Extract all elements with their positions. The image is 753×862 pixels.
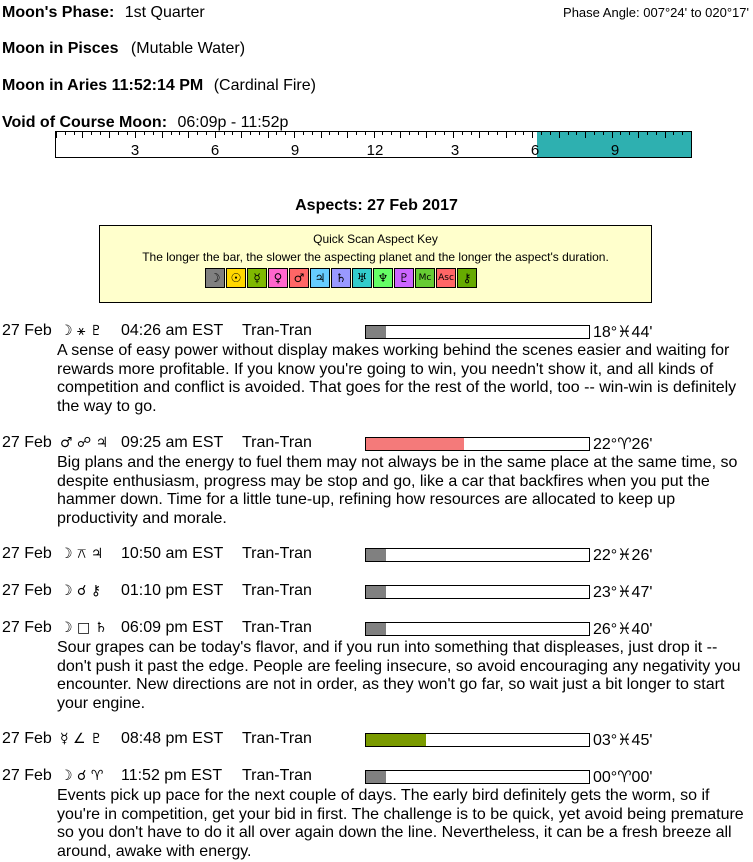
timeline-tick (65, 132, 66, 135)
timeline-tick (285, 132, 286, 135)
timeline-tick (118, 132, 119, 135)
timeline-tick (515, 132, 516, 135)
timeline-tick (620, 132, 621, 135)
aspect-duration-bar (365, 733, 590, 747)
planet-glyph-icon: ♄ (331, 268, 351, 288)
aspect-description: A sense of easy power without display makes working behind the scenes easier and waiting for rewards more profitable. If you know you're going to win, you needn't show it, and all kinds of competition and conflict is avoided. That goes for the rest of the world, too -- win-win is definitely the way to go. (57, 342, 737, 415)
planet-glyph-icon: ♇ (394, 268, 414, 288)
timeline-tick (409, 132, 410, 135)
aspect-description: Big plans and the energy to fuel them may not always be in the same place at the same time, so despite enthusiasm, progress may be stop and go, like a car that backfires when you put the hammer down. Time for a little tune-up, refining how resources are allocated to keep up productivity and morale. (57, 454, 738, 527)
timeline-tick (374, 132, 375, 138)
aspect-type: Tran-Tran (242, 582, 312, 599)
timeline-tick (188, 132, 189, 138)
aspect-type: Tran-Tran (242, 434, 312, 451)
aspect-duration-fill (366, 771, 386, 783)
timeline-tick (356, 132, 357, 135)
timeline-tick (603, 132, 604, 135)
moon-ingress-label: Moon in Aries 11:52:14 PM (2, 77, 204, 94)
timeline-tick (479, 132, 480, 138)
void-of-course (2, 114, 288, 132)
planet-glyph-icon: ♅ (352, 268, 372, 288)
timeline-tick (224, 132, 225, 135)
aspect-glyphs: ☽ □ ♄ (60, 620, 108, 636)
timeline-tick (276, 132, 277, 135)
aspect-glyphs: ☽ ⚹ ♇ (60, 323, 103, 339)
timeline-tick (673, 132, 674, 135)
moon-sign (2, 40, 245, 58)
aspect-time: 08:48 pm EST (121, 730, 224, 747)
aspect-duration-bar (365, 585, 590, 599)
timeline-tick (453, 132, 454, 138)
aspect-time: 10:50 am EST (121, 545, 224, 562)
moon-ingress-value: (Cardinal Fire) (213, 77, 316, 94)
timeline-tick (109, 132, 110, 138)
timeline-tick (523, 132, 524, 135)
phase-value: 1st Quarter (124, 4, 205, 21)
timeline-tick (197, 132, 198, 135)
timeline-tick (206, 132, 207, 135)
planet-glyph-icon: ☽ (205, 268, 225, 288)
moon-sign-label: Moon in Pisces (2, 40, 119, 57)
aspect-duration-bar (365, 325, 590, 339)
timeline-tick (215, 132, 216, 138)
timeline-label: 6 (530, 142, 540, 159)
timeline-tick (329, 132, 330, 135)
planet-glyph-icon: ⚷ (457, 268, 477, 288)
timeline-tick (268, 132, 269, 138)
timeline-tick (462, 132, 463, 135)
timeline-tick (303, 132, 304, 135)
aspect-degree: 22°♓26' (593, 547, 653, 564)
aspect-degree: 00°♈00' (593, 769, 653, 786)
planet-glyph-icon: ♂ (289, 268, 309, 288)
timeline-tick (550, 132, 551, 135)
aspect-duration-fill (366, 326, 386, 338)
aspect-type: Tran-Tran (242, 767, 312, 784)
aspect-duration-bar (365, 770, 590, 784)
aspect-type: Tran-Tran (242, 545, 312, 562)
timeline-tick (426, 132, 427, 138)
planet-glyph-icon: Asc (436, 268, 456, 288)
aspect-description: Sour grapes can be today's flavor, and if you run into something that displeases, just drop it -- don't push it past the edge. People are feeling insecure, so avoid encouraging any negativity you encounter. New directions are not in order, as they won't go far, so wait just a bit longer to start your engine. (57, 639, 741, 712)
aspect-duration-fill (366, 734, 426, 746)
aspect-degree: 03°♓45' (593, 732, 653, 749)
timeline-tick (497, 132, 498, 135)
timeline-tick (638, 132, 639, 138)
timeline-tick (162, 132, 163, 138)
timeline-tick (682, 132, 683, 135)
phase-label: Moon's Phase: (2, 4, 115, 21)
timeline-tick (127, 132, 128, 135)
timeline-tick (312, 132, 313, 135)
timeline-tick (232, 132, 233, 135)
timeline-tick (338, 132, 339, 135)
planet-glyph-icon: ♀ (268, 268, 288, 288)
aspect-type: Tran-Tran (242, 322, 312, 339)
timeline-tick (82, 132, 83, 138)
timeline-label: 12 (366, 142, 384, 159)
timeline-tick (250, 132, 251, 135)
timeline-tick (391, 132, 392, 135)
aspect-key-subtitle: The longer the bar, the slower the aspecting planet and the longer the aspect's duration. (142, 250, 609, 264)
aspect-time: 01:10 pm EST (121, 582, 224, 599)
timeline-tick (382, 132, 383, 135)
timeline-tick (144, 132, 145, 135)
aspect-duration-bar (365, 437, 590, 451)
timeline-tick (259, 132, 260, 135)
timeline-tick (135, 132, 136, 138)
timeline-tick (532, 132, 533, 138)
aspect-date: 27 Feb (2, 619, 52, 636)
timeline-tick (294, 132, 295, 138)
aspect-glyphs: ☽ ☌ ⚷ (60, 583, 102, 599)
aspect-time: 11:52 pm EST (121, 767, 223, 784)
planet-glyph-icon: ☉ (226, 268, 246, 288)
void-timeline (55, 131, 692, 158)
void-value: 06:09p - 11:52p (177, 114, 289, 131)
moon-ingress (2, 77, 316, 95)
aspect-date: 27 Feb (2, 545, 52, 562)
timeline-tick (74, 132, 75, 135)
aspects-title: Aspects: 27 Feb 2017 (295, 197, 458, 214)
phase-angle: Phase Angle: 007°24' to 020°17' (563, 5, 749, 20)
aspect-degree: 26°♓40' (593, 621, 653, 638)
timeline-tick (100, 132, 101, 135)
aspect-time: 04:26 am EST (121, 322, 224, 339)
timeline-tick (629, 132, 630, 135)
timeline-tick (576, 132, 577, 135)
moon-sign-value: (Mutable Water) (130, 40, 246, 57)
aspect-duration-bar (365, 548, 590, 562)
aspect-duration-fill (366, 438, 464, 450)
timeline-tick (400, 132, 401, 138)
timeline-tick (647, 132, 648, 135)
aspect-duration-bar (365, 622, 590, 636)
aspect-glyphs: ☽ ⚻ ♃ (60, 546, 104, 562)
timeline-tick (91, 132, 92, 135)
aspect-time: 06:09 pm EST (121, 619, 224, 636)
aspect-glyphs: ♂ ☍ ♃ (60, 435, 109, 451)
timeline-tick (665, 132, 666, 138)
moon-phase (2, 4, 205, 22)
aspect-duration-fill (366, 623, 386, 635)
timeline-tick (179, 132, 180, 135)
timeline-label: 3 (450, 142, 460, 159)
planet-glyph-icon: ☿ (247, 268, 267, 288)
timeline-tick (568, 132, 569, 135)
planet-glyph-icon: ♃ (310, 268, 330, 288)
void-label: Void of Course Moon: (2, 114, 168, 131)
aspect-date: 27 Feb (2, 730, 52, 747)
timeline-tick (541, 132, 542, 135)
timeline-tick (435, 132, 436, 135)
aspect-glyphs: ☽ ☌ ♈ (60, 768, 104, 784)
planet-glyphs (205, 268, 478, 288)
aspect-type: Tran-Tran (242, 730, 312, 747)
planet-glyph-icon: ♆ (373, 268, 393, 288)
aspect-date: 27 Feb (2, 582, 52, 599)
aspect-type: Tran-Tran (242, 619, 312, 636)
timeline-label: 6 (210, 142, 220, 159)
timeline-tick (241, 132, 242, 138)
aspect-date: 27 Feb (2, 322, 52, 339)
timeline-tick (56, 132, 57, 138)
aspect-glyphs: ☿ ∠ ♇ (60, 731, 103, 747)
planet-glyph-icon: Mc (415, 268, 435, 288)
timeline-tick (559, 132, 560, 138)
aspect-key-title: Quick Scan Aspect Key (313, 232, 438, 246)
timeline-tick (488, 132, 489, 135)
timeline-tick (612, 132, 613, 138)
timeline-tick (506, 132, 507, 138)
timeline-tick (691, 132, 692, 138)
timeline-label: 9 (290, 142, 300, 159)
timeline-tick (585, 132, 586, 138)
timeline-tick (171, 132, 172, 135)
aspect-duration-fill (366, 549, 386, 561)
timeline-label: 9 (610, 142, 620, 159)
aspect-degree: 18°♓44' (593, 324, 653, 341)
aspect-date: 27 Feb (2, 434, 52, 451)
aspect-date: 27 Feb (2, 767, 52, 784)
timeline-tick (471, 132, 472, 135)
timeline-tick (444, 132, 445, 135)
timeline-tick (153, 132, 154, 135)
aspect-duration-fill (366, 586, 386, 598)
timeline-tick (594, 132, 595, 135)
aspect-description: Events pick up pace for the next couple of days. The early bird definitely gets the worm, so if you're in competition, get your bid in first. The challenge is to be quick, yet avoid being premature so you don't have to do it all over again down the line. Nevertheless, it can be a fresh breeze all around, awake with energy. (57, 787, 744, 860)
aspect-time: 09:25 am EST (121, 434, 224, 451)
timeline-tick (418, 132, 419, 135)
timeline-label: 3 (130, 142, 140, 159)
timeline-tick (347, 132, 348, 138)
aspect-degree: 23°♓47' (593, 584, 653, 601)
timeline-tick (321, 132, 322, 138)
aspect-degree: 22°♈26' (593, 436, 653, 453)
aspect-key (99, 225, 652, 303)
timeline-tick (365, 132, 366, 135)
timeline-tick (656, 132, 657, 135)
